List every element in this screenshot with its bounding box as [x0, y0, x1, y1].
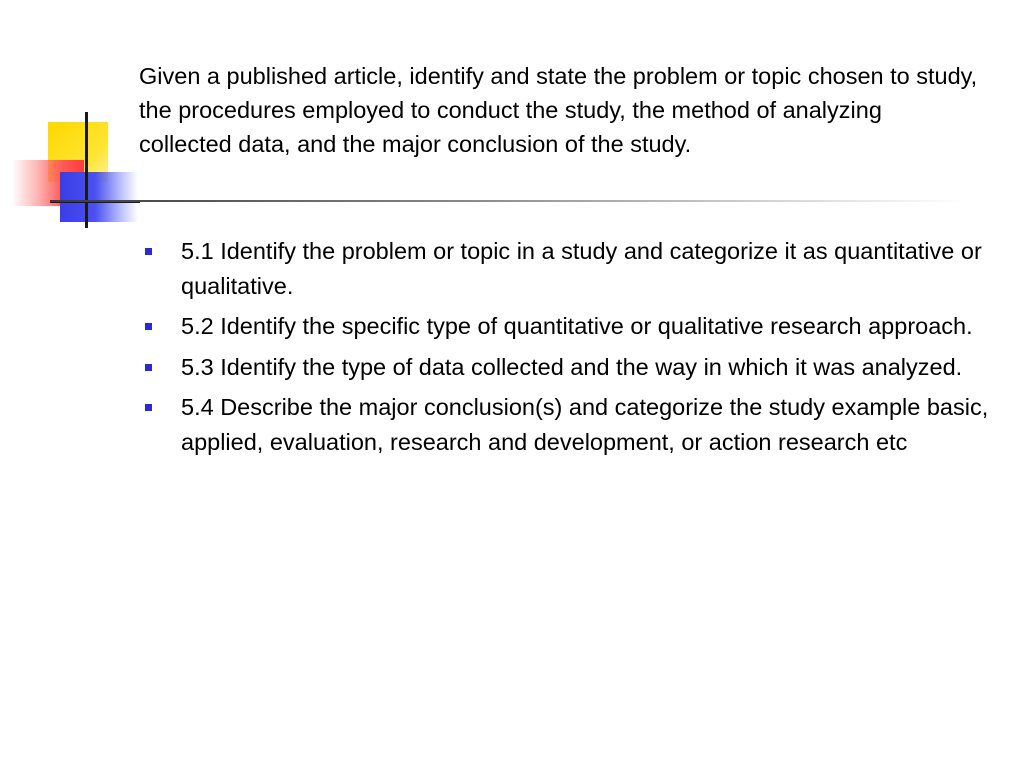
- logo-vertical-line: [85, 112, 88, 228]
- title-divider: [50, 200, 965, 202]
- bullet-square-icon: [145, 248, 152, 255]
- bullet-list: [145, 234, 995, 465]
- logo-blue-square: [60, 172, 138, 222]
- bullet-text: 5.1 Identify the problem or topic in a study and categorize it as quantitative or qualitative.: [181, 238, 982, 299]
- slide-title: Given a published article, identify and state the problem or topic chosen to study, the procedures employed to conduct the study, the method of analyzing collected data, and the major conclusion of the study.: [139, 63, 978, 157]
- bullet-square-icon: [145, 364, 152, 371]
- bullet-text: 5.4 Describe the major conclusion(s) and categorize the study example basic, applied, evaluation, research and development, or action research etc: [181, 394, 989, 455]
- bullet-text: 5.2 Identify the specific type of quantitative or qualitative research approach.: [181, 313, 973, 339]
- list-item: [145, 309, 995, 344]
- bullet-square-icon: [145, 404, 152, 411]
- list-item: [145, 390, 995, 459]
- list-item: [145, 234, 995, 303]
- bullet-square-icon: [145, 323, 152, 330]
- list-item: [145, 350, 995, 385]
- slide-logo-decoration: [0, 0, 140, 240]
- bullet-text: 5.3 Identify the type of data collected and the way in which it was analyzed.: [181, 353, 963, 380]
